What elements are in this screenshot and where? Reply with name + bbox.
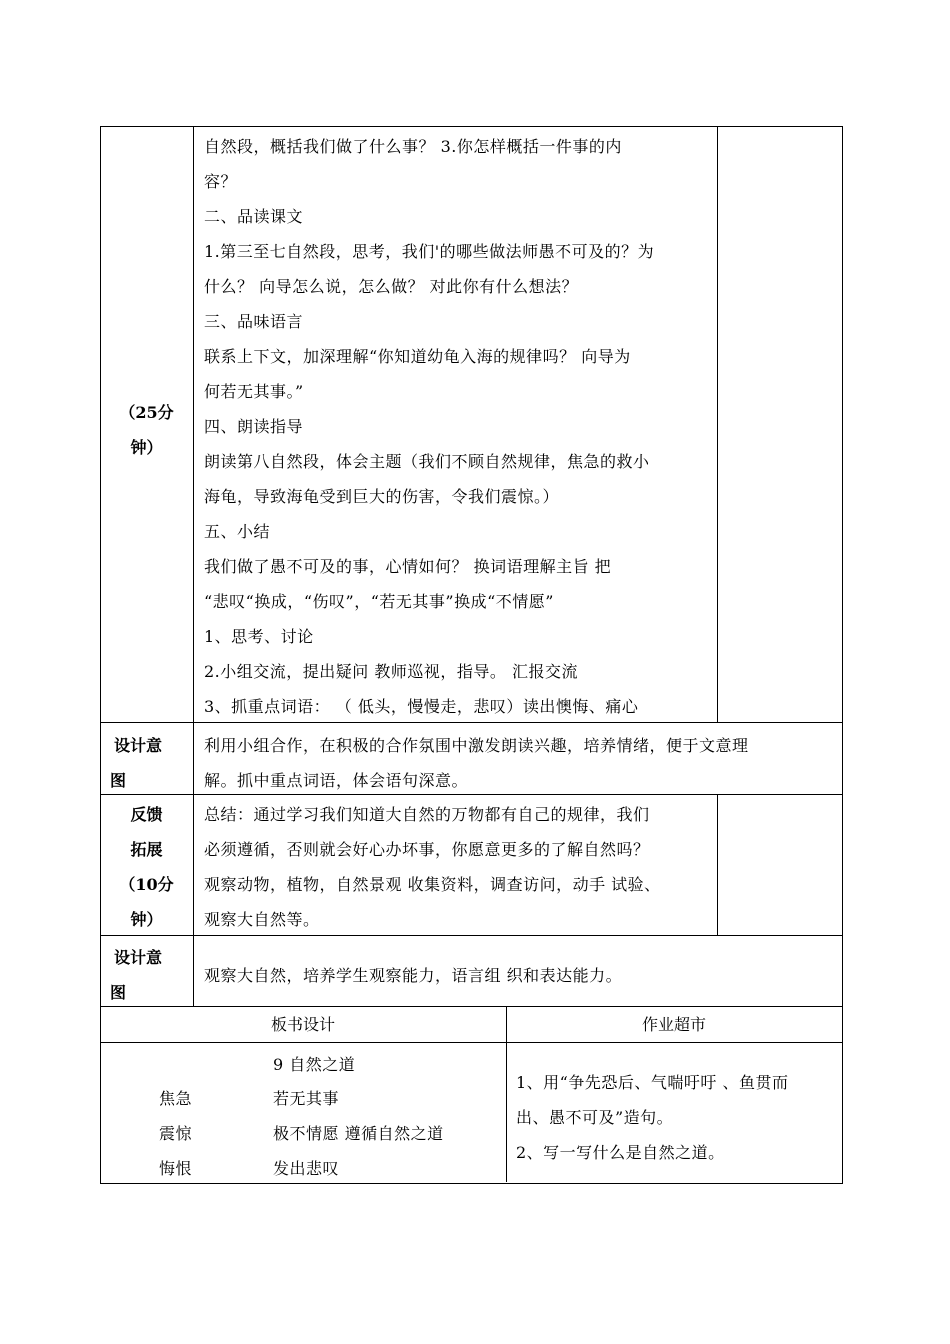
label-line: 图 <box>110 983 127 1002</box>
text-line: 1.第三至七自然段，思考，我们'的哪些做法师愚不可及的？为 <box>204 242 655 261</box>
text-line: 2.小组交流，提出疑问 教师巡视，指导。 汇报交流 <box>204 662 578 681</box>
text-line: 总结：通过学习我们知道大自然的万物都有自己的规律，我们 <box>204 805 650 824</box>
design-intent-content <box>204 958 622 993</box>
column-divider <box>717 794 718 935</box>
time-label <box>100 395 193 465</box>
board-design-header: 板书设计 <box>270 1015 335 1034</box>
feedback-label <box>100 797 193 937</box>
board-right-word: 极不情愿 遵循自然之道 <box>273 1124 444 1143</box>
board-title: 9 自然之道 <box>273 1055 356 1074</box>
text-line: 观察大自然，培养学生观察能力，语言组 织和表达能力。 <box>204 966 623 985</box>
row-divider <box>100 1042 842 1043</box>
text-line: 出、愚不可及”造句。 <box>516 1108 674 1127</box>
design-intent-label <box>100 940 176 1010</box>
process-content <box>204 129 654 724</box>
feedback-content <box>204 797 661 937</box>
text-line: 五、小结 <box>204 522 271 541</box>
text-line: 我们做了愚不可及的事，心情如何？ 换词语理解主旨 把 <box>204 557 612 576</box>
board-right-word: 发出悲叹 <box>273 1159 340 1178</box>
text-line: 二、品读课文 <box>204 207 304 226</box>
text-line: 什么？ 向导怎么说，怎么做？ 对此你有什么想法？ <box>204 277 579 296</box>
time-label-line: 钟） <box>130 438 163 457</box>
label-line: 反馈 <box>130 805 163 824</box>
text-line: 2、写一写什么是自然之道。 <box>516 1143 725 1162</box>
text-line: 朗读第八自然段，体会主题（我们不顾自然规律，焦急的救小 <box>204 452 650 471</box>
text-line: 观察动物，植物，自然景观 收集资料，调查访问，动手 试验、 <box>204 875 661 894</box>
label-line: 拓展 <box>130 840 163 859</box>
label-line: 图 <box>110 771 127 790</box>
board-left-word: 震惊 <box>159 1124 193 1143</box>
column-divider <box>193 126 194 1007</box>
text-line: 必须遵循，否则就会好心办坏事，你愿意更多的了解自然吗？ <box>204 840 650 859</box>
text-line: 海龟，导致海龟受到巨大的伤害，令我们震惊。） <box>204 487 560 506</box>
design-intent-content <box>204 728 749 798</box>
text-line: 四、朗读指导 <box>204 417 304 436</box>
text-line: 利用小组合作，在积极的合作氛围中激发朗读兴趣，培养情绪，便于文意理 <box>204 736 749 755</box>
text-line: 1、思考、讨论 <box>204 627 314 646</box>
text-line: 观察大自然等。 <box>204 910 320 929</box>
text-line: 3、抓重点词语： （ 低头，慢慢走，悲叹）读出懊悔、痛心 <box>204 697 639 716</box>
text-line: 1、用“争先恐后、气喘吁吁 、鱼贯而 <box>516 1073 789 1092</box>
label-line: 设计意 <box>113 736 162 755</box>
label-line: 设计意 <box>113 948 162 967</box>
time-label-line: （25分 <box>119 403 174 422</box>
text-line: “悲叹“换成，“伤叹”，“若无其事”换成“不情愿” <box>204 592 554 611</box>
text-line: 何若无其事。” <box>204 382 304 401</box>
text-line: 容？ <box>204 172 238 191</box>
homework-header: 作业超市 <box>641 1015 706 1034</box>
text-line: 自然段，概括我们做了什么事？ 3.你怎样概括一件事的内 <box>204 137 622 156</box>
board-right-word: 若无其事 <box>273 1089 340 1108</box>
board-left-word: 焦急 <box>159 1089 193 1108</box>
text-line: 联系上下文，加深理解“你知道幼龟入海的规律吗？ 向导为 <box>204 347 631 366</box>
text-line: 解。抓中重点词语，体会语句深意。 <box>204 771 469 790</box>
label-line: 钟） <box>130 910 163 929</box>
text-line: 三、品味语言 <box>204 312 304 331</box>
column-divider <box>717 126 718 722</box>
board-left-word: 悔恨 <box>159 1159 193 1178</box>
homework-content <box>516 1065 788 1170</box>
design-intent-label <box>100 728 176 798</box>
label-line: （10分 <box>119 875 174 894</box>
